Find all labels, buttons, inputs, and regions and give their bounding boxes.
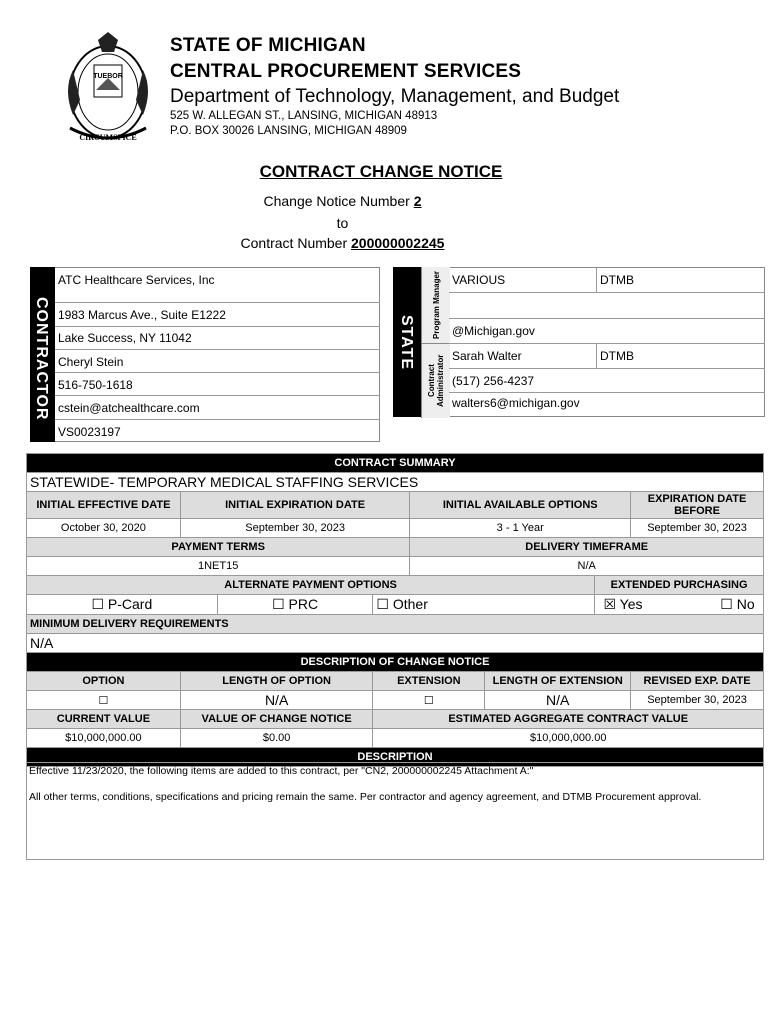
description-line1: Effective 11/23/2020, the following items are added to this contract, per "CN2, 200000002245 Attachment A:" [29,765,534,777]
option-checkbox[interactable]: ☐ [27,691,181,710]
contractor-phone: 516-750-1618 [58,378,133,392]
program-manager-label: Program Manager [421,267,450,343]
contractor-name: ATC Healthcare Services, Inc [58,273,215,287]
aggregate-value: $10,000,000.00 [373,729,764,748]
payment-terms: 1NET15 [27,557,410,576]
h-options: INITIAL AVAILABLE OPTIONS [410,492,631,519]
alt-pcard-checkbox[interactable]: ☐ P-Card [27,595,218,615]
alt-prc-checkbox[interactable]: ☐ PRC [217,595,373,615]
expiration-date: September 30, 2023 [180,519,410,538]
pm-agency: DTMB [600,273,634,287]
pm-name: VARIOUS [452,273,506,287]
h-aggregate-value: ESTIMATED AGGREGATE CONTRACT VALUE [373,710,764,729]
h-length-option: LENGTH OF OPTION [180,672,373,691]
change-title: DESCRIPTION OF CHANGE NOTICE [27,653,764,672]
contract-number-line: Contract Number 200000002245 [240,235,445,251]
h-payment-terms: PAYMENT TERMS [27,538,410,557]
available-options: 3 - 1 Year [410,519,631,538]
change-value: $0.00 [180,729,373,748]
to-line: to [336,215,349,231]
contract-summary-table [26,453,764,767]
h-delivery: DELIVERY TIMEFRAME [410,538,764,557]
ext-no-checkbox[interactable]: ☐ No [720,596,755,612]
h-extension: EXTENSION [373,672,485,691]
delivery-timeframe: N/A [410,557,764,576]
h-revised-date: REVISED EXP. DATE [631,672,764,691]
extension-checkbox[interactable]: ☐ [373,691,485,710]
description-title: DESCRIPTION [27,748,764,767]
min-delivery: N/A [27,634,764,653]
ca-email: walters6@michigan.gov [452,396,580,410]
effective-date: October 30, 2020 [27,519,181,538]
revised-date: September 30, 2023 [631,691,764,710]
h-expiration: INITIAL EXPIRATION DATE [180,492,410,519]
pm-email: @Michigan.gov [452,324,535,338]
state-side-label: STATE [393,267,421,417]
h-option: OPTION [27,672,181,691]
summary-description: STATEWIDE- TEMPORARY MEDICAL STAFFING SERVICES [27,473,764,492]
svg-text:CIRCUMSPICE: CIRCUMSPICE [79,133,137,142]
change-notice-line: Change Notice Number 2 [263,193,422,209]
svg-text:TUEBOR: TUEBOR [93,73,123,80]
summary-title: CONTRACT SUMMARY [27,454,764,473]
ca-name: Sarah Walter [452,349,522,363]
ca-agency: DTMB [600,349,634,363]
contractor-street: 1983 Marcus Ave., Suite E1222 [58,308,226,322]
length-option: N/A [180,691,373,710]
contractor-city: Lake Success, NY 11042 [58,331,192,345]
contractor-side-label: CONTRACTOR [30,267,55,442]
h-change-value: VALUE OF CHANGE NOTICE [180,710,373,729]
description-line2: All other terms, conditions, specifications and pricing remain the same. Per contractor and agency agreement, and DTMB Procurement approval. [29,791,702,803]
h-effective: INITIAL EFFECTIVE DATE [27,492,181,519]
description-box [26,762,764,860]
ext-yes-checkbox[interactable]: ☒ Yes [603,596,643,612]
header-address1: 525 W. ALLEGAN ST., LANSING, MICHIGAN 48913 [170,110,438,122]
h-current-value: CURRENT VALUE [27,710,181,729]
h-min-delivery: MINIMUM DELIVERY REQUIREMENTS [27,615,764,634]
header-department: Department of Technology, Management, and Budget [170,86,620,107]
notice-title: CONTRACT CHANGE NOTICE [259,162,503,181]
contract-administrator-label: Contract Administrator [421,343,450,418]
contractor-contact: Cheryl Stein [58,355,124,369]
length-extension: N/A [485,691,631,710]
contractor-vendor-id: VS0023197 [58,425,121,439]
michigan-seal-icon [58,30,158,150]
alt-other-checkbox[interactable]: ☐ Other [373,595,595,615]
header-office: CENTRAL PROCUREMENT SERVICES [170,61,522,82]
h-length-extension: LENGTH OF EXTENSION [485,672,631,691]
extended-purchasing-options [595,595,764,615]
current-value: $10,000,000.00 [27,729,181,748]
h-extended-purchasing: EXTENDED PURCHASING [595,576,764,595]
ca-phone: (517) 256-4237 [452,374,535,388]
header-state: STATE OF MICHIGAN [170,35,366,56]
h-before: EXPIRATION DATE BEFORE [631,492,764,519]
header-address2: P.O. BOX 30026 LANSING, MICHIGAN 48909 [170,125,407,137]
contractor-email: cstein@atchealthcare.com [58,401,200,415]
expiration-before: September 30, 2023 [631,519,764,538]
h-alt-payment: ALTERNATE PAYMENT OPTIONS [27,576,595,595]
